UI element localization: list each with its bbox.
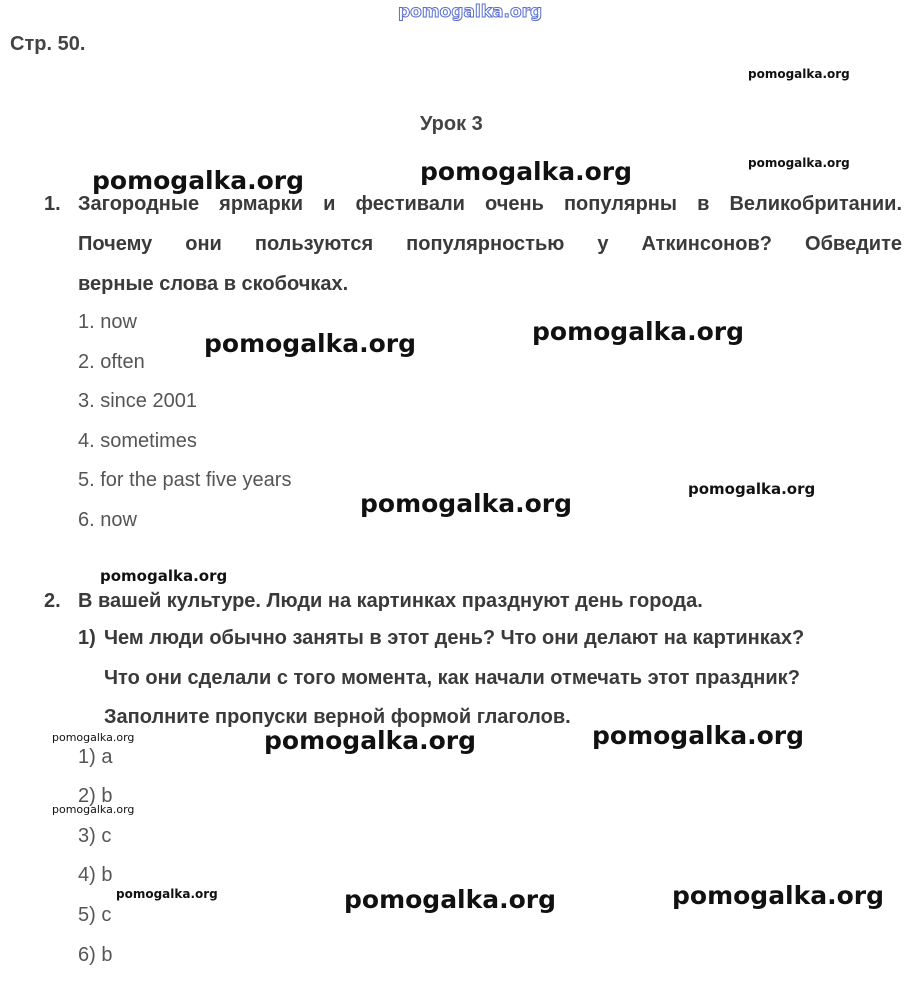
watermark: pomogalka.org <box>116 887 218 901</box>
task-2-line-1: В вашей культуре. Люди на картинках празднуют день города. <box>78 590 703 612</box>
watermark: pomogalka.org <box>688 480 816 498</box>
task-1-answer-1: 1. now <box>78 311 137 333</box>
watermark: pomogalka.org <box>100 567 228 585</box>
watermark: pomogalka.org <box>92 166 305 195</box>
watermark: pomogalka.org <box>264 726 477 755</box>
watermark: pomogalka.org <box>360 489 573 518</box>
watermark: pomogalka.org <box>52 803 135 816</box>
watermark: pomogalka.org <box>748 67 850 81</box>
watermark: pomogalka.org <box>748 156 850 170</box>
watermark: pomogalka.org <box>420 157 633 186</box>
watermark: pomogalka.org <box>344 885 557 914</box>
task-1-answer-5: 5. for the past five years <box>78 469 292 491</box>
lesson-title: Урок 3 <box>420 113 483 135</box>
task-1-answer-3: 3. since 2001 <box>78 390 197 412</box>
watermark: pomogalka.org <box>532 317 745 346</box>
task-2-answer-3: 3) c <box>78 825 112 847</box>
task-1-line-1: Загородные ярмарки и фестивали очень популярны в Великобритании. <box>78 193 902 215</box>
watermark: pomogalka.org <box>672 881 885 910</box>
task-1-answer-2: 2. often <box>78 351 145 373</box>
watermark: pomogalka.org <box>52 731 135 744</box>
watermark-header: pomogalka.org <box>398 2 543 22</box>
task-2-sub-line-2: Что они сделали с того момента, как начали отмечать этот праздник? <box>104 667 800 689</box>
task-2-answer-6: 6) b <box>78 944 113 966</box>
task-2-answer-4: 4) b <box>78 864 113 886</box>
task-2-sub-line-3: Заполните пропуски верной формой глаголов. <box>104 706 571 728</box>
task-2-answer-5: 5) c <box>78 904 112 926</box>
page-number: Стр. 50. <box>10 33 86 55</box>
task-1-line-3: верные слова в скобочках. <box>78 273 349 295</box>
task-2-sub-line-1: Чем люди обычно заняты в этот день? Что они делают на картинках? <box>104 627 805 649</box>
task-2-sub-number: 1) <box>78 627 96 649</box>
watermark: pomogalka.org <box>204 329 417 358</box>
watermark: pomogalka.org <box>592 721 805 750</box>
task-1-line-2: Почему они пользуются популярностью у Аткинсонов? Обведите <box>78 233 902 255</box>
task-1-answer-4: 4. sometimes <box>78 430 197 452</box>
task-2-answer-2: 2) b <box>78 785 113 807</box>
task-1-number: 1. <box>44 193 61 215</box>
task-1-answer-6: 6. now <box>78 509 137 531</box>
task-2-number: 2. <box>44 590 61 612</box>
task-2-answer-1: 1) a <box>78 746 113 768</box>
